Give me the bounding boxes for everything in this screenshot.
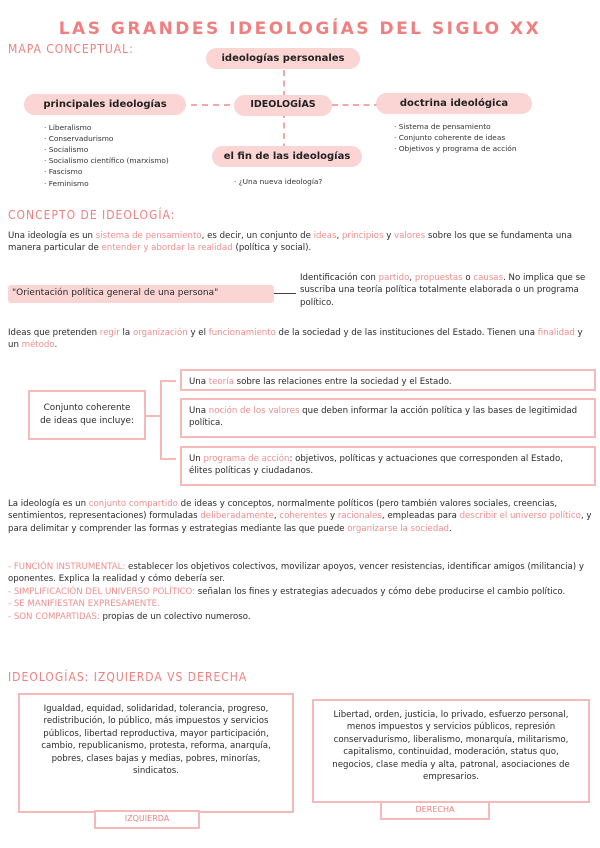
text-run: ,	[409, 273, 415, 283]
list-item: · Fascismo	[44, 167, 83, 177]
list-item: · Feminismo	[44, 178, 89, 188]
list-item	[8, 611, 592, 623]
concept-paragraph-2	[8, 327, 592, 352]
text-run: .	[449, 523, 452, 534]
text-run: Una ideología es un	[8, 231, 96, 241]
text-run: Una	[189, 377, 209, 387]
highlighted-term: teoría	[208, 377, 234, 387]
list-item	[8, 586, 592, 598]
text-run: Identificación con	[300, 273, 379, 283]
bracket	[160, 380, 176, 460]
lr-heading: IDEOLOGÍAS: IZQUIERDA VS DERECHA	[8, 670, 248, 684]
map-node-top: ideologías personales	[206, 48, 360, 69]
text-run: de la sociedad y de las instituciones del Estado. Tienen una	[275, 328, 538, 338]
quote-text: "Orientación política general de una persona"	[12, 288, 219, 298]
text-run: Un	[189, 454, 204, 464]
left-ideology-label: IZQUIERDA	[94, 810, 200, 829]
list-item: · Conservadurismo	[44, 134, 114, 144]
list-item	[8, 561, 592, 586]
highlighted-term: método	[21, 340, 55, 351]
coherent-item	[180, 446, 596, 486]
text-run: (política y social).	[232, 243, 312, 254]
text-run: Una	[189, 406, 209, 416]
highlighted-term: programa de acción	[203, 454, 290, 464]
map-node-left: principales ideologías	[24, 94, 186, 115]
text-run: la	[119, 328, 133, 338]
text-run: sobre los que se fundamenta una manera particular de	[8, 231, 572, 254]
list-item: · Socialismo	[44, 145, 89, 155]
highlighted-term: entender y abordar la realidad	[101, 243, 233, 254]
list-item: · Sistema de pensamiento	[394, 122, 491, 131]
highlighted-term: organizarse la sociedad	[347, 523, 449, 534]
text-run: que deben informar la acción política y las bases de legitimidad política.	[189, 406, 578, 429]
coherent-item	[180, 398, 596, 438]
list-item: · Socialismo científico (marxismo)	[44, 156, 169, 166]
highlighted-term: noción de los valores	[208, 406, 300, 416]
highlighted-term: - FUNCIÓN INSTRUMENTAL:	[8, 562, 126, 572]
page-title: LAS GRANDES IDEOLOGÍAS DEL SIGLO XX	[58, 19, 542, 39]
text-run: y un	[8, 328, 583, 351]
highlighted-term: organización	[132, 328, 188, 338]
text-run: y	[383, 231, 395, 241]
highlighted-term: valores	[394, 231, 426, 241]
right-ideology-box: Libertad, orden, justicia, lo privado, esfuerzo personal, menos impuestos y servicios públicos, represión conservadurismo, liberalismo, monarquía, militarismo, capitalismo, continuidad, moderación, status quo, negocios, clase media y alta, patronal, asociaciones de empresarios.	[312, 699, 590, 803]
highlighted-term: coherentes	[279, 511, 328, 522]
highlighted-term: propuestas	[414, 273, 463, 283]
highlighted-term: - SIMPLIFICACIÓN DEL UNIVERSO POLÍTICO:	[8, 586, 196, 597]
text-run: . No implica que se suscriba una teoría política totalmente elaborada o un programa político.	[300, 273, 586, 308]
highlighted-term: causas	[473, 273, 504, 283]
text-run: , y para delimitar y comprender las formas y estrategias mediante las que puede	[8, 511, 592, 534]
text-run: : objetivos, políticas y actuaciones que corresponden al Estado, élites políticas y ciudadanos.	[189, 454, 563, 477]
highlighted-term: - SON COMPARTIDAS:	[8, 611, 100, 622]
map-connector-right	[332, 104, 380, 106]
map-node-right: doctrina ideológica	[376, 93, 532, 114]
concept-paragraph-1	[8, 230, 592, 255]
quote-side-text	[300, 272, 590, 309]
highlighted-term: deliberadamente	[200, 511, 274, 522]
feature-list	[8, 561, 592, 623]
highlighted-term: partido	[378, 273, 410, 283]
text-run: .	[54, 340, 58, 351]
text-run: señalan los fines y estrategias adecuados y cómo debe producirse el cambio político.	[195, 586, 566, 597]
arrow-line	[274, 293, 296, 294]
text-run: ,	[336, 231, 342, 241]
concept-heading: CONCEPTO DE IDEOLOGÍA:	[8, 208, 176, 222]
map-node-center: IDEOLOGÍAS	[234, 95, 332, 116]
highlighted-term: - SE MANIFIESTAN EXPRESAMENTE.	[8, 599, 160, 610]
map-heading: MAPA CONCEPTUAL:	[8, 42, 134, 56]
map-node-bottom: el fin de las ideologías	[212, 146, 362, 167]
map-bottom-item: · ¿Una nueva ideología?	[234, 177, 323, 186]
text-run: de ideas y conceptos, normalmente políticos (pero también valores sociales, creencias, sentimientos, representaciones) formuladas	[8, 499, 558, 522]
text-run: propias de un colectivo numeroso.	[99, 611, 251, 622]
map-right-list	[394, 121, 517, 154]
coherent-label-box: Conjunto coherente de ideas que incluye:	[28, 390, 146, 440]
text-run: La ideología es un	[8, 499, 89, 509]
left-ideology-box: Igualdad, equidad, solidaridad, tolerancia, progreso, redistribución, lo público, más impuestos y servicios públicos, libertad reproductiva, mayor participación, cambio, republicanismo, protesta, reforma, anarquía, pobres, clases bajas y medias, pobres, minorías, sindicatos.	[18, 693, 294, 813]
text-run: ,	[273, 511, 280, 522]
text-run: establecer los objetivos colectivos, movilizar apoyos, vencer resistencias, identificar amigos (militancia) y oponentes. Explica la realidad y cómo debería ser.	[8, 562, 584, 585]
coherent-item	[180, 369, 596, 391]
list-item: · Conjunto coherente de ideas	[394, 133, 506, 143]
text-run: Ideas que pretenden	[8, 328, 100, 338]
highlighted-term: sistema de pensamiento	[95, 231, 202, 241]
highlighted-term: racionales	[337, 511, 382, 522]
map-left-list	[44, 122, 169, 189]
map-connector-left	[180, 104, 230, 106]
text-run: o	[462, 273, 474, 283]
highlighted-term: finalidad	[537, 328, 575, 338]
highlighted-term: funcionamiento	[208, 328, 276, 338]
highlighted-term: describir el universo político	[459, 511, 581, 522]
right-ideology-label: DERECHA	[380, 801, 490, 820]
highlighted-term: regir	[99, 328, 120, 338]
text-run: sobre las relaciones entre la sociedad y el Estado.	[233, 377, 452, 387]
list-item	[8, 598, 592, 610]
concept-paragraph-3	[8, 498, 592, 535]
text-run: y el	[187, 328, 209, 338]
bracket-stem	[146, 415, 160, 417]
text-run: y	[327, 511, 338, 522]
text-run: , es decir, un conjunto de	[201, 231, 314, 241]
highlighted-term: ideas	[313, 231, 337, 241]
highlighted-term: conjunto compartido	[88, 499, 178, 509]
highlighted-term: principios	[341, 231, 384, 241]
list-item: · Objetivos y programa de acción	[394, 144, 517, 154]
text-run: , empleadas para	[381, 511, 460, 522]
list-item: · Liberalismo	[44, 123, 92, 132]
